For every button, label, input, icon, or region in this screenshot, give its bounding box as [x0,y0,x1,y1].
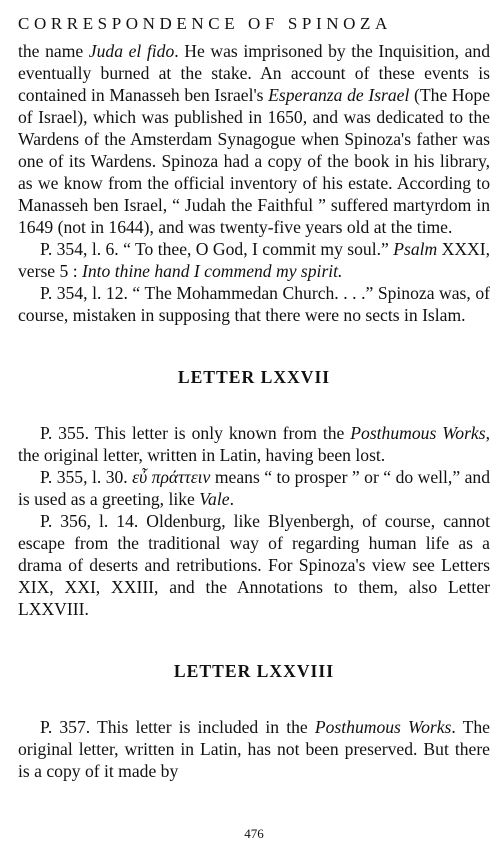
note-p355 [18,422,490,466]
text-span: , the original letter, written in Latin, having been lost. [18,423,490,465]
text-span: means “ to prosper ” or “ do well,” and is used as a greeting, like [18,467,490,509]
note-p354-l6 [18,238,490,282]
spacer [18,326,490,366]
letter-lxxvii-heading: LETTER LXXVII [177,367,331,387]
italic-span: Esperanza de Israel [268,85,410,105]
italic-span: Vale [199,489,230,509]
text-span: . [229,489,234,509]
note-p356-l14: P. 356, l. 14. Oldenburg, like Blyenbergh, of course, cannot escape from the traditional way of regarding human life as a drama of deserts and retributions. For Spinoza's view see Letters XIX, XXI, XXIII, and the Annotations to them, also Letter LXXVIII. [18,511,490,619]
text-span: P. 354, l. 6. “ To thee, O God, I commit my soul.” [40,239,394,259]
note-p355-l30 [18,466,490,510]
continuation-paragraph [18,40,490,238]
note-p357 [18,716,490,782]
text-span: . He was imprisoned by the Inquisition, and eventually burned at the stake. An account of these events is contained in Manasseh ben Israel's [18,41,491,105]
greek-phrase: εὖ πράττειν [132,467,211,487]
text-span: P. 357. This letter is included in the [40,717,315,737]
text-span: the name [18,41,89,61]
text-span: P. 355, l. 30. [40,467,133,487]
letter-lxxviii-heading: LETTER LXXVIII [173,661,335,681]
italic-span: Posthumous Works [350,423,486,443]
text-span: XXXI, verse 5 : [18,239,490,281]
spacer [18,682,490,716]
text-span: . The original letter, written in Latin, has not been preserved. But there is a copy of it made by [18,717,490,781]
spacer [18,620,490,660]
running-head: CORRESPONDENCE OF SPINOZA [18,14,392,33]
spacer [18,388,490,422]
page-number: 476 [244,826,264,841]
text-span: P. 355. This letter is only known from the [40,423,351,443]
italic-span: Juda el fido [88,41,175,61]
italic-span: Posthumous Works [314,717,452,737]
body-text [18,40,490,782]
italic-span: Into thine hand I commend my spirit. [82,261,343,281]
note-p354-l12: P. 354, l. 12. “ The Mohammedan Church. . . .” Spinoza was, of course, mistaken in supposing that there were no sects in Islam. [18,283,490,325]
italic-span: Psalm [393,239,438,259]
text-span: (The Hope of Israel), which was published in 1650, and was dedicated to the Wardens of the Amsterdam Synagogue when Spinoza's father was one of its Wardens. Spinoza had a copy of the book in his library, as we know from the official inventory of his estate. According to Manasseh ben Israel, “ Judah the Faithful ” suffered martyrdom in 1649 (not in 1644), and was twenty-five years old at the time. [18,85,491,237]
